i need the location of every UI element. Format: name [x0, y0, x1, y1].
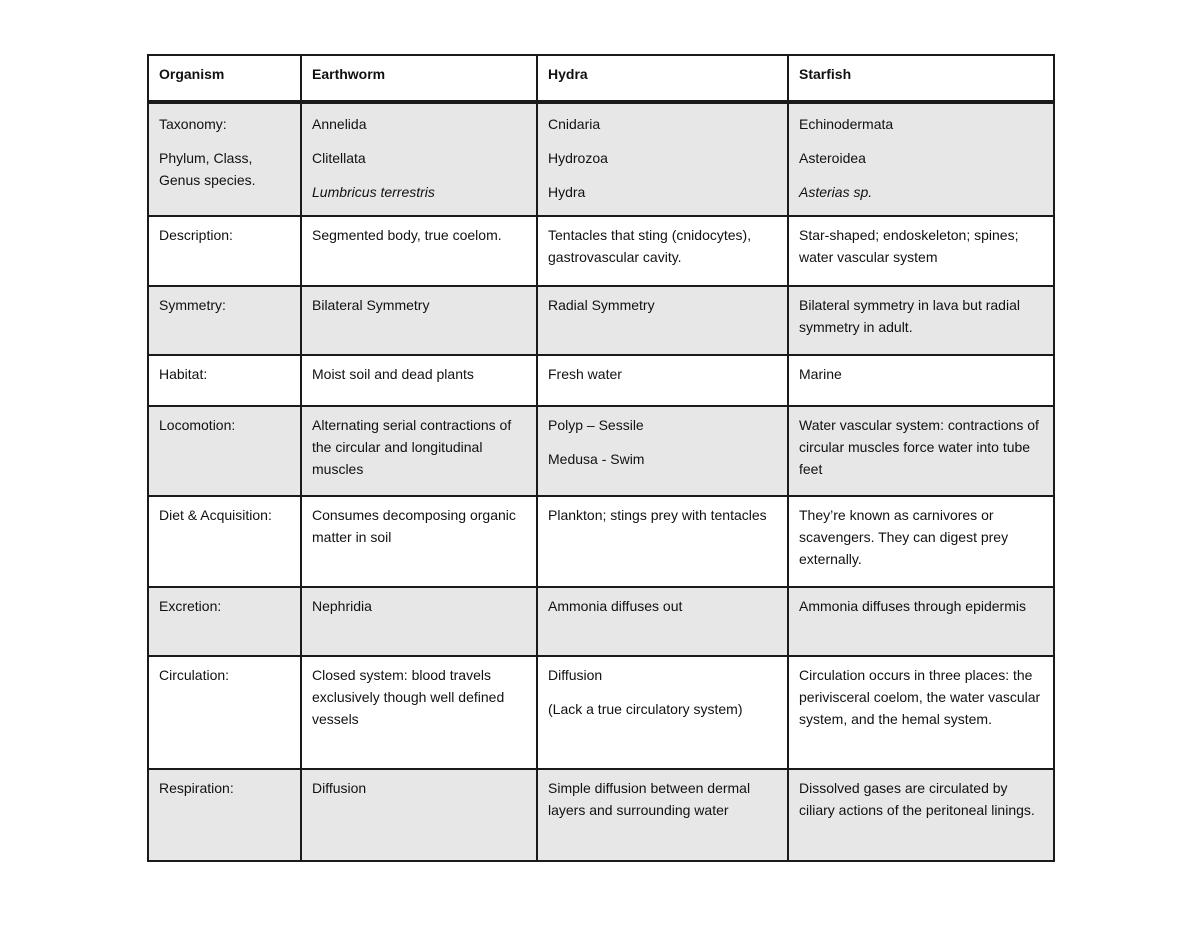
symmetry-hydra: Radial Symmetry [537, 286, 788, 355]
row-circulation [148, 656, 1054, 769]
taxonomy-label: Taxonomy: [159, 116, 227, 132]
row-symmetry [148, 286, 1054, 355]
diet-hydra: Plankton; stings prey with tentacles [537, 496, 788, 587]
habitat-starfish: Marine [788, 355, 1054, 406]
locomotion-starfish: Water vascular system: contractions of circular muscles force water into tube feet [788, 406, 1054, 496]
symmetry-earthworm: Bilateral Symmetry [301, 286, 537, 355]
hydra-class: Hydrozoa [548, 150, 608, 166]
earthworm-species: Lumbricus terrestris [312, 184, 435, 200]
row-locomotion [148, 406, 1054, 496]
circulation-label: Circulation: [148, 656, 301, 769]
excretion-label: Excretion: [148, 587, 301, 656]
hydra-phylum: Cnidaria [548, 116, 601, 132]
locomotion-hydra-medusa: Medusa - Swim [548, 451, 645, 467]
circulation-hydra-diffusion: Diffusion [548, 667, 603, 683]
excretion-hydra: Ammonia diffuses out [537, 587, 788, 656]
earthworm-phylum: Annelida [312, 116, 367, 132]
header-starfish: Starfish [788, 55, 1054, 102]
row-description [148, 216, 1054, 286]
diet-label: Diet & Acquisition: [148, 496, 301, 587]
taxonomy-label-cell [148, 102, 301, 216]
taxonomy-sublabel: Phylum, Class, Genus species. [159, 150, 256, 188]
row-diet [148, 496, 1054, 587]
locomotion-label: Locomotion: [148, 406, 301, 496]
respiration-label: Respiration: [148, 769, 301, 861]
taxonomy-hydra-cell [537, 102, 788, 216]
header-organism: Organism [148, 55, 301, 102]
hydra-genus: Hydra [548, 184, 586, 200]
header-row [148, 55, 1054, 102]
symmetry-label: Symmetry: [148, 286, 301, 355]
habitat-hydra: Fresh water [537, 355, 788, 406]
earthworm-class: Clitellata [312, 150, 366, 166]
respiration-earthworm: Diffusion [301, 769, 537, 861]
taxonomy-starfish-cell [788, 102, 1054, 216]
header-hydra: Hydra [537, 55, 788, 102]
symmetry-starfish: Bilateral symmetry in lava but radial symmetry in adult. [788, 286, 1054, 355]
row-respiration [148, 769, 1054, 861]
organism-comparison-table [147, 54, 1055, 862]
respiration-starfish: Dissolved gases are circulated by ciliary actions of the peritoneal linings. [788, 769, 1054, 861]
excretion-starfish: Ammonia diffuses through epidermis [788, 587, 1054, 656]
row-taxonomy [148, 102, 1054, 216]
circulation-earthworm: Closed system: blood travels exclusively though well defined vessels [301, 656, 537, 769]
diet-earthworm: Consumes decomposing organic matter in soil [301, 496, 537, 587]
circulation-hydra-note: (Lack a true circulatory system) [548, 701, 743, 717]
circulation-hydra-cell [537, 656, 788, 769]
locomotion-hydra-cell [537, 406, 788, 496]
taxonomy-earthworm-cell [301, 102, 537, 216]
excretion-earthworm: Nephridia [301, 587, 537, 656]
circulation-starfish: Circulation occurs in three places: the perivisceral coelom, the water vascular system, and the hemal system. [788, 656, 1054, 769]
locomotion-earthworm: Alternating serial contractions of the circular and longitudinal muscles [301, 406, 537, 496]
starfish-class: Asteroidea [799, 150, 866, 166]
description-label: Description: [148, 216, 301, 286]
description-starfish: Star-shaped; endoskeleton; spines; water vascular system [788, 216, 1054, 286]
description-earthworm: Segmented body, true coelom. [301, 216, 537, 286]
diet-starfish: They’re known as carnivores or scavengers. They can digest prey externally. [788, 496, 1054, 587]
row-excretion [148, 587, 1054, 656]
habitat-earthworm: Moist soil and dead plants [301, 355, 537, 406]
respiration-hydra: Simple diffusion between dermal layers and surrounding water [537, 769, 788, 861]
starfish-phylum: Echinodermata [799, 116, 894, 132]
description-hydra: Tentacles that sting (cnidocytes), gastrovascular cavity. [537, 216, 788, 286]
header-earthworm: Earthworm [301, 55, 537, 102]
habitat-label: Habitat: [148, 355, 301, 406]
locomotion-hydra-polyp: Polyp – Sessile [548, 417, 644, 433]
row-habitat [148, 355, 1054, 406]
starfish-species: Asterias sp. [799, 184, 873, 200]
